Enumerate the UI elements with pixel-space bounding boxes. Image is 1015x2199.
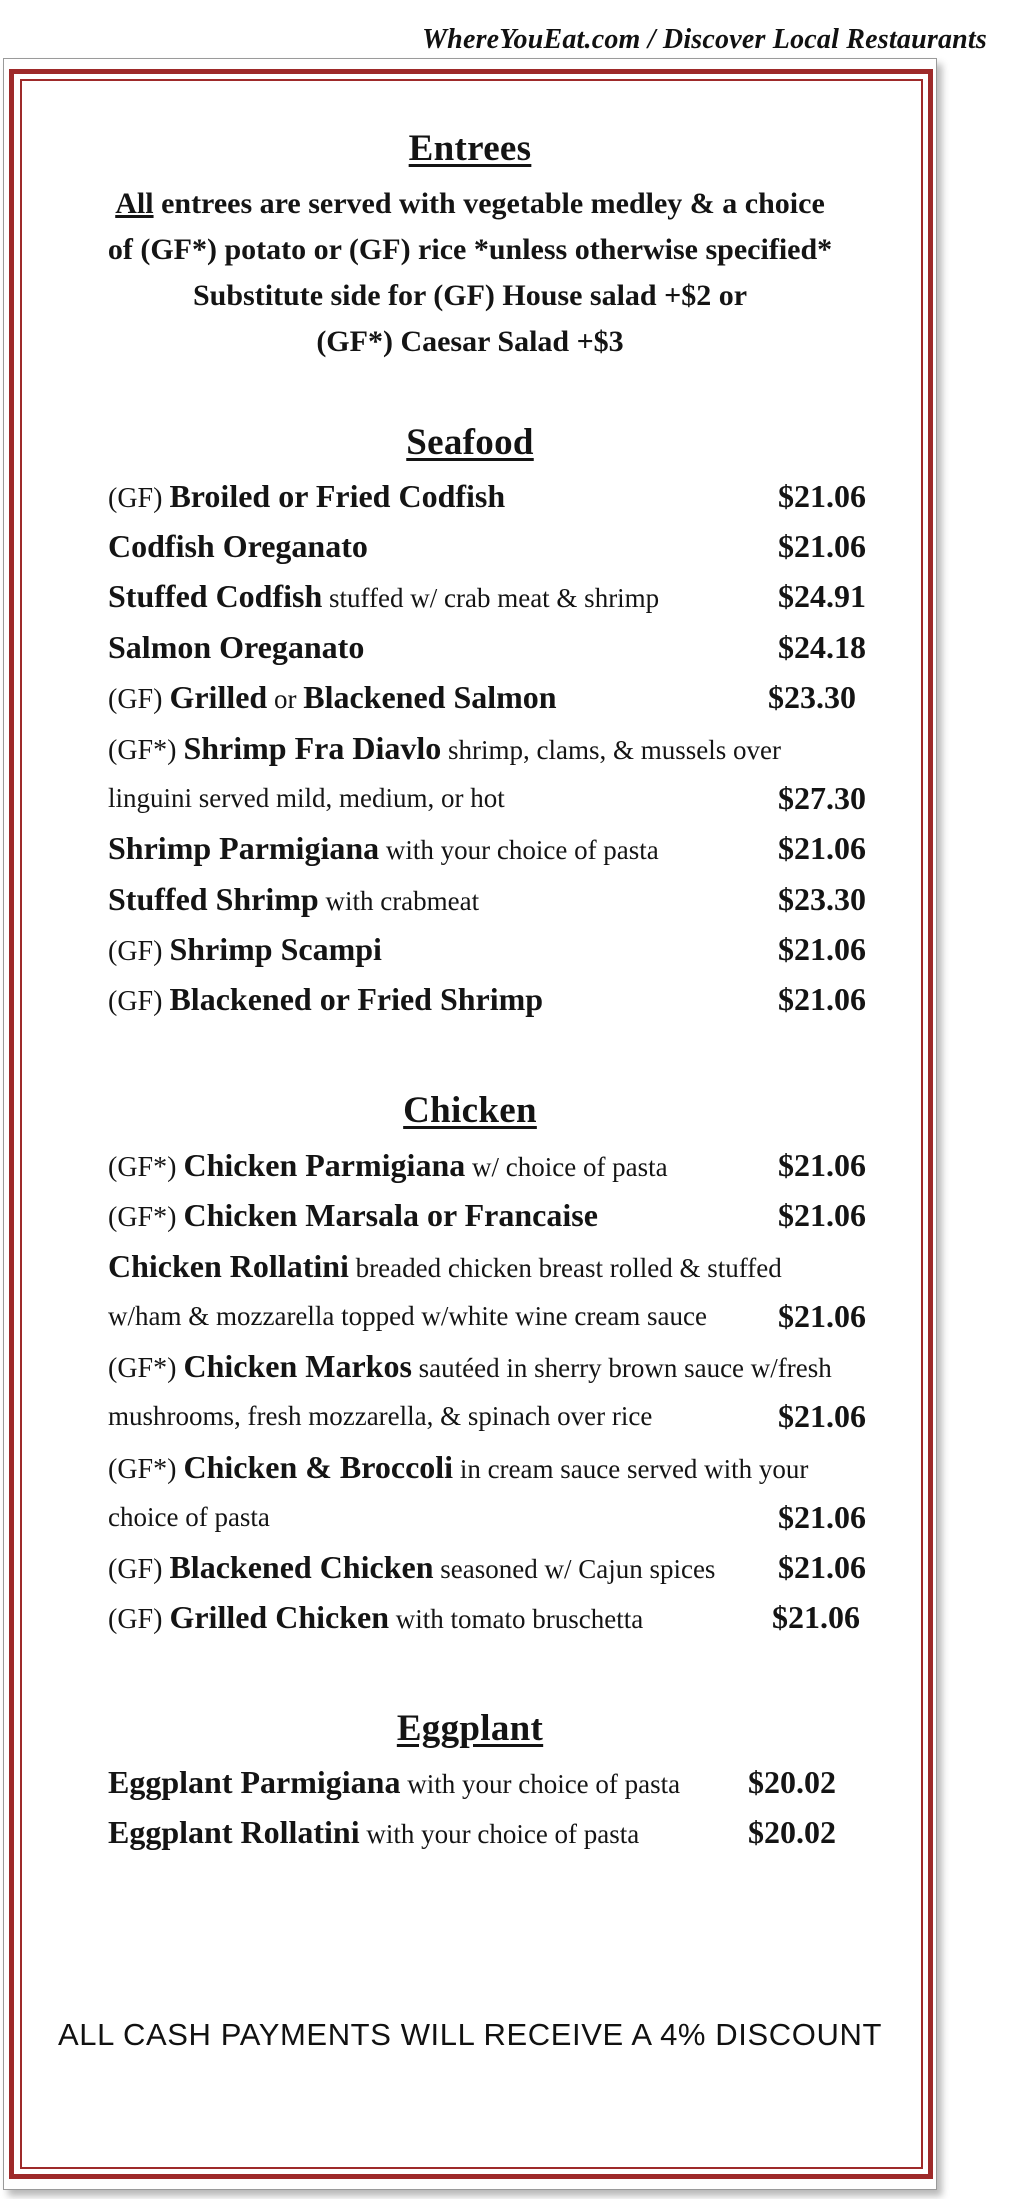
- gf-tag: (GF*): [108, 1152, 184, 1183]
- menu-item: [108, 1548, 866, 1593]
- menu-item-continued: [108, 1297, 866, 1340]
- item-price: $21.06: [778, 1298, 866, 1334]
- menu-item: [108, 1763, 836, 1808]
- menu-item: [108, 1598, 860, 1643]
- item-price: $21.06: [778, 830, 866, 866]
- item-price: $24.18: [778, 629, 866, 665]
- item-name: Stuffed Shrimp: [108, 881, 319, 917]
- menu-item-continued: [108, 779, 866, 822]
- item-description: in cream sauce served with your: [453, 1454, 809, 1484]
- gf-tag: (GF): [108, 986, 170, 1017]
- item-price: $27.30: [778, 780, 866, 816]
- item-name: Grilled: [169, 679, 268, 715]
- menu-item: [108, 1813, 836, 1858]
- item-price: $21.06: [778, 981, 866, 1017]
- gf-tag: (GF*): [108, 735, 184, 766]
- menu-item: [108, 1347, 866, 1392]
- intro-line-3: Substitute side for (GF) House salad +$2 or: [192, 279, 748, 312]
- menu-page: [3, 58, 937, 2190]
- item-description: w/ choice of pasta: [465, 1152, 668, 1182]
- intro-line-1-rest: entrees are served with vegetable medley & a choice: [153, 187, 825, 220]
- menu-item: [108, 729, 866, 774]
- menu-item: [108, 1448, 866, 1493]
- seafood-title: Seafood: [406, 422, 534, 463]
- menu-item: [108, 980, 866, 1025]
- gf-tag: (GF*): [108, 1454, 184, 1485]
- item-description: with tomato bruschetta: [389, 1604, 644, 1634]
- item-name: Codfish Oreganato: [108, 528, 368, 564]
- intro-all: All: [115, 187, 154, 220]
- item-price: $21.06: [778, 1499, 866, 1535]
- entrees-intro: [44, 181, 896, 365]
- eggplant-title: Eggplant: [396, 1708, 544, 1749]
- item-name: Grilled Chicken: [169, 1599, 390, 1635]
- item-name: Chicken Parmigiana: [183, 1147, 466, 1183]
- item-description-line2: mushrooms, fresh mozzarella, & spinach over rice: [108, 1401, 653, 1431]
- menu-item-continued: [108, 1498, 866, 1541]
- item-description-line2: w/ham & mozzarella topped w/white wine cream sauce: [108, 1301, 708, 1331]
- item-name: Chicken Rollatini: [108, 1248, 349, 1284]
- item-price: $20.02: [748, 1764, 836, 1800]
- item-price: $21.06: [778, 931, 866, 967]
- gf-tag: (GF): [108, 936, 170, 967]
- item-price: $24.91: [778, 578, 866, 614]
- item-description: shrimp, clams, & mussels over: [441, 735, 781, 765]
- item-description-line2: linguini served mild, medium, or hot: [108, 783, 505, 813]
- item-description-line2: choice of pasta: [108, 1502, 270, 1532]
- item-name: Blackened Chicken: [169, 1549, 434, 1585]
- item-price: $21.06: [778, 478, 866, 514]
- gf-tag: (GF): [108, 483, 170, 514]
- gf-tag: (GF*): [108, 1353, 184, 1384]
- menu-item: [108, 477, 866, 522]
- menu-item: [108, 1247, 866, 1292]
- item-description: with your choice of pasta: [359, 1819, 640, 1849]
- site-header[interactable]: WhereYouEat.com / Discover Local Restaurants: [422, 24, 987, 55]
- menu-item: [108, 930, 866, 975]
- gf-tag: (GF): [108, 1554, 170, 1585]
- entrees-title: Entrees: [408, 128, 532, 169]
- item-name: Broiled or Fried Codfish: [169, 478, 506, 514]
- item-name: Shrimp Scampi: [169, 931, 382, 967]
- menu-item-continued: [108, 1397, 866, 1440]
- item-price: $21.06: [778, 1549, 866, 1585]
- item-name: Chicken Markos: [183, 1348, 412, 1384]
- item-description: with your choice of pasta: [400, 1769, 681, 1799]
- item-price: $21.06: [778, 528, 866, 564]
- menu-item: [108, 1196, 866, 1241]
- item-description: or: [267, 684, 304, 714]
- menu-item: [108, 628, 866, 673]
- item-price: $23.30: [768, 679, 856, 715]
- item-price: $21.06: [778, 1147, 866, 1183]
- item-name: Stuffed Codfish: [108, 578, 323, 614]
- menu-item: [108, 678, 856, 723]
- item-name: Eggplant Rollatini: [108, 1814, 360, 1850]
- item-price: $20.02: [748, 1814, 836, 1850]
- menu-item: [108, 577, 866, 622]
- gf-tag: (GF): [108, 1604, 170, 1635]
- item-price: $21.06: [778, 1398, 866, 1434]
- intro-line-2: of (GF*) potato or (GF) rice *unless otherwise specified*: [107, 233, 833, 266]
- item-name: Shrimp Parmigiana: [108, 830, 380, 866]
- menu-item: [108, 880, 866, 925]
- intro-line-4: (GF*) Caesar Salad +$3: [316, 325, 624, 358]
- item-price: $21.06: [778, 1197, 866, 1233]
- item-price: $23.30: [778, 881, 866, 917]
- item-name-alt: Blackened Salmon: [303, 679, 557, 715]
- gf-tag: (GF): [108, 684, 170, 715]
- item-description: with your choice of pasta: [379, 835, 659, 865]
- gf-tag: (GF*): [108, 1202, 184, 1233]
- item-name: Salmon Oreganato: [108, 629, 365, 665]
- item-name: Eggplant Parmigiana: [108, 1764, 401, 1800]
- item-description: stuffed w/ crab meat & shrimp: [322, 583, 660, 613]
- cash-discount-note: ALL CASH PAYMENTS WILL RECEIVE A 4% DISCOUNT: [58, 2017, 882, 2052]
- item-description: breaded chicken breast rolled & stuffed: [348, 1253, 782, 1283]
- item-price: $21.06: [772, 1599, 860, 1635]
- intro-line-1: [44, 181, 896, 227]
- item-name: Blackened or Fried Shrimp: [169, 981, 544, 1017]
- item-description: sautéed in sherry brown sauce w/fresh: [411, 1353, 832, 1383]
- menu-item: [108, 1146, 866, 1191]
- item-description: seasoned w/ Cajun spices: [433, 1554, 716, 1584]
- item-name: Shrimp Fra Diavlo: [183, 730, 442, 766]
- menu-item: [108, 829, 866, 874]
- chicken-title: Chicken: [403, 1090, 537, 1131]
- item-name: Chicken Marsala or Francaise: [183, 1197, 598, 1233]
- item-name: Chicken & Broccoli: [183, 1449, 454, 1485]
- menu-item: [108, 527, 866, 572]
- item-description: with crabmeat: [318, 886, 480, 916]
- menu-content: [4, 59, 936, 2189]
